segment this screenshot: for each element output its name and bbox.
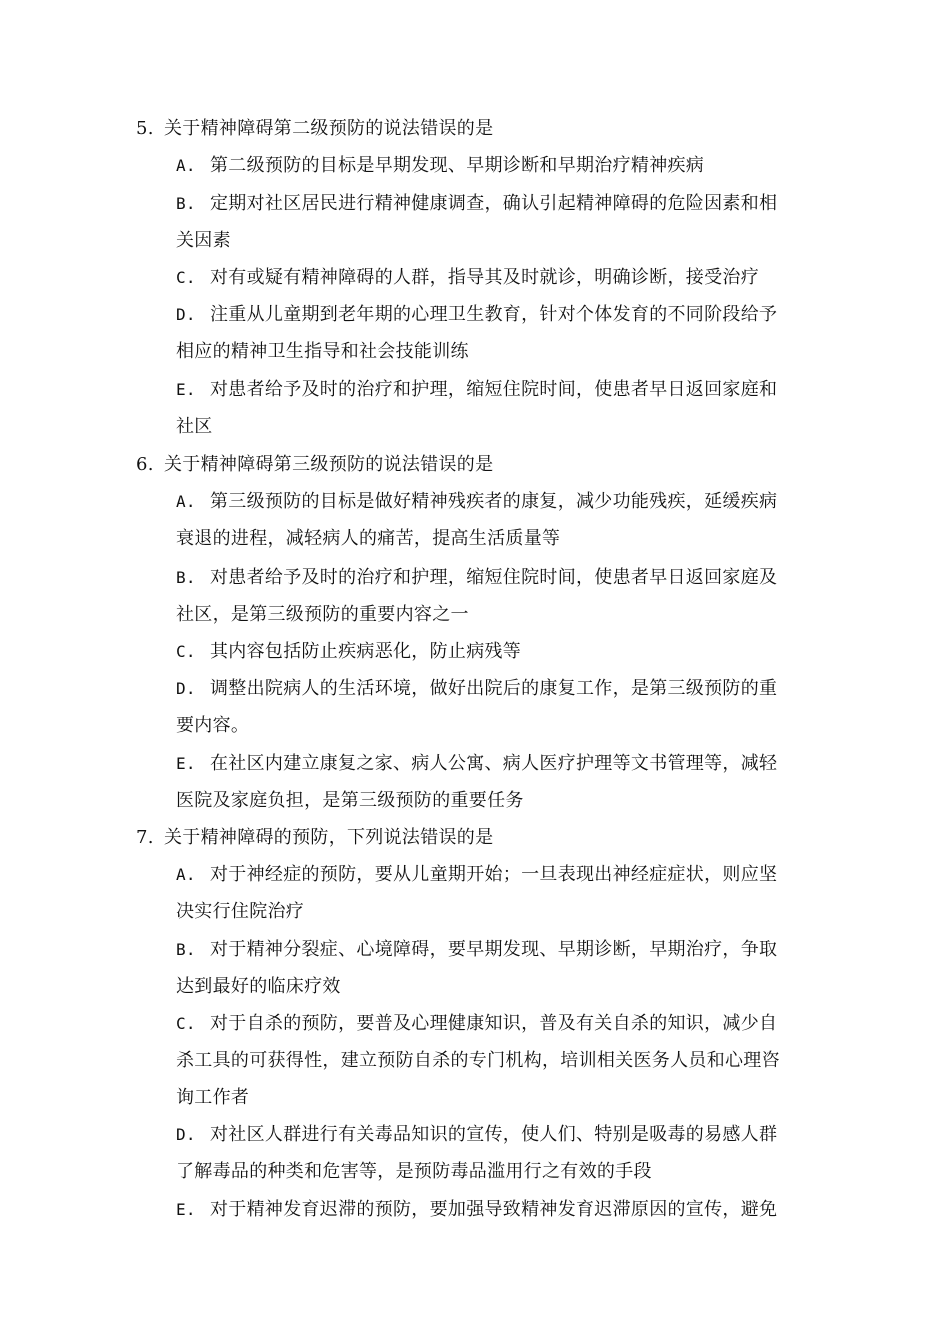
option-text-continued: 相应的精神卫生指导和社会技能训练 — [176, 341, 469, 362]
option-text-continued: 询工作者 — [176, 1087, 250, 1108]
option-text-continued: 衰退的进程，减轻病人的痛苦，提高生活质量等 — [176, 528, 561, 549]
question-number: 5. — [136, 118, 154, 139]
question-7-option-c — [176, 1005, 816, 1116]
option-letter: C. — [176, 642, 196, 661]
question-6-option-c — [176, 633, 816, 670]
option-text-continued: 了解毒品的种类和危害等，是预防毒品滥用行之有效的手段 — [176, 1161, 652, 1182]
option-letter: C. — [176, 268, 196, 287]
question-6-option-e — [176, 745, 816, 819]
option-text: 第三级预防的目标是做好精神残疾者的康复，减少功能残疾，延缓疾病 — [210, 491, 778, 512]
question-number: 6. — [136, 454, 154, 475]
option-text-continued: 社区，是第三级预防的重要内容之一 — [176, 604, 469, 625]
option-letter: E. — [176, 1200, 196, 1219]
option-letter: A. — [176, 492, 196, 511]
option-text-continued: 社区 — [176, 416, 213, 437]
question-5-option-c — [176, 259, 816, 296]
option-text: 对社区人群进行有关毒品知识的宣传，使人们、特别是吸毒的易感人群 — [210, 1124, 778, 1145]
question-6-option-b — [176, 559, 816, 633]
question-7-option-e — [176, 1191, 816, 1228]
option-text: 对有或疑有精神障碍的人群，指导其及时就诊，明确诊断，接受治疗 — [210, 267, 759, 288]
question-5-option-e — [176, 371, 816, 445]
option-letter: C. — [176, 1014, 196, 1033]
question-number: 7. — [136, 827, 154, 848]
option-text-continued: 杀工具的可获得性，建立预防自杀的专门机构，培训相关医务人员和心理咨 — [176, 1050, 780, 1071]
option-letter: B. — [176, 194, 196, 213]
option-text-continued: 关因素 — [176, 230, 231, 251]
question-text: 关于精神障碍第二级预防的说法错误的是 — [164, 118, 494, 139]
question-text: 关于精神障碍的预防，下列说法错误的是 — [164, 827, 494, 848]
option-letter: D. — [176, 1125, 196, 1144]
option-text: 对患者给予及时的治疗和护理，缩短住院时间，使患者早日返回家庭及 — [210, 567, 778, 588]
option-text: 其内容包括防止疾病恶化，防止病残等 — [210, 641, 522, 662]
option-letter: D. — [176, 679, 196, 698]
option-text: 注重从儿童期到老年期的心理卫生教育，针对个体发育的不同阶段给予 — [210, 304, 778, 325]
option-letter: B. — [176, 940, 196, 959]
question-text: 关于精神障碍第三级预防的说法错误的是 — [164, 454, 494, 475]
question-7-option-b — [176, 931, 816, 1005]
question-5-stem — [136, 110, 493, 147]
question-7-option-d — [176, 1116, 816, 1190]
question-6-option-d — [176, 670, 816, 744]
option-text-continued: 医院及家庭负担，是第三级预防的重要任务 — [176, 790, 524, 811]
question-6-stem — [136, 446, 493, 483]
option-text: 定期对社区居民进行精神健康调查，确认引起精神障碍的危险因素和相 — [210, 193, 778, 214]
question-7-stem — [136, 819, 493, 856]
question-5-option-b — [176, 185, 816, 259]
option-text: 对于神经症的预防，要从儿童期开始；一旦表现出神经症症状，则应坚 — [210, 864, 778, 885]
option-letter: A. — [176, 156, 196, 175]
question-5-option-d — [176, 296, 816, 370]
question-7-option-a — [176, 856, 816, 930]
option-text: 第二级预防的目标是早期发现、早期诊断和早期治疗精神疾病 — [210, 155, 705, 176]
option-text: 对于自杀的预防，要普及心理健康知识，普及有关自杀的知识，减少自 — [210, 1013, 778, 1034]
question-6-option-a — [176, 483, 816, 557]
option-text: 对于精神分裂症、心境障碍，要早期发现、早期诊断，早期治疗，争取 — [210, 939, 778, 960]
option-text-continued: 决实行住院治疗 — [176, 901, 305, 922]
option-text: 在社区内建立康复之家、病人公寓、病人医疗护理等文书管理等，减轻 — [210, 753, 778, 774]
question-5-option-a — [176, 147, 816, 184]
option-text-continued: 要内容。 — [176, 715, 250, 736]
option-letter: E. — [176, 754, 196, 773]
option-text: 对于精神发育迟滞的预防，要加强导致精神发育迟滞原因的宣传，避免 — [210, 1199, 778, 1220]
option-letter: B. — [176, 568, 196, 587]
option-text-continued: 达到最好的临床疗效 — [176, 976, 341, 997]
option-text: 对患者给予及时的治疗和护理，缩短住院时间，使患者早日返回家庭和 — [210, 379, 778, 400]
option-letter: E. — [176, 380, 196, 399]
option-text: 调整出院病人的生活环境，做好出院后的康复工作，是第三级预防的重 — [210, 678, 778, 699]
option-letter: A. — [176, 865, 196, 884]
option-letter: D. — [176, 305, 196, 324]
